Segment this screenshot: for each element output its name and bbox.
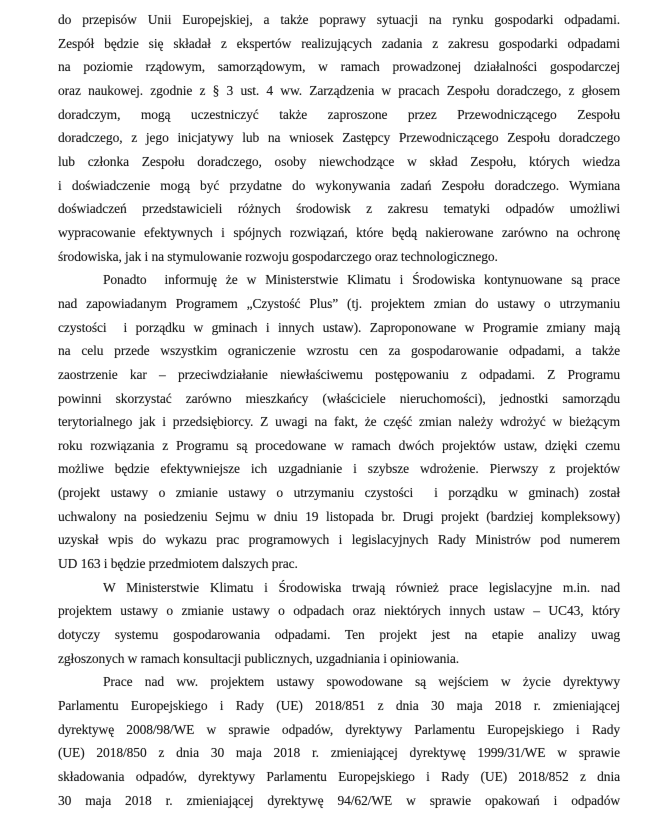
text-line: środowiska, jak i na stymulowanie rozwoju gospodarczego oraz technologicznego. — [58, 248, 498, 264]
text-line: zgłoszonych w ramach konsultacji publicznych, uzgadniania i opiniowania. — [58, 650, 460, 666]
text-line: i doświadczenie mogą być przydatne do wykonywania zadań Zespołu doradczego. Wymiana — [58, 177, 620, 193]
text-line: terytorialnego jak i przedsiębiorcy. Z uwagi na fakt, że część zmian należy wdrożyć w bieżącym — [58, 414, 620, 430]
text-line: wypracowanie efektywnych i spójnych rozwiązań, które będą nakierowane zarówno na ochronę — [58, 224, 620, 240]
text-line: Parlamentu Europejskiego i Rady (UE) 2018/851 z dnia 30 maja 2018 r. zmieniającej — [58, 698, 620, 714]
text-line: uzyskał wpis do wykazu prac programowych i legislacyjnych Rady Ministrów pod numerem — [58, 532, 620, 548]
paragraph-4 — [58, 670, 620, 812]
text-line: uchwalony na posiedzeniu Sejmu w dniu 19 listopada br. Drugi projekt (bardziej kompleksowy) — [58, 508, 620, 524]
text-line: składowania odpadów, dyrektywy Parlamentu Europejskiego i Rady (UE) 2018/852 z dnia — [58, 769, 620, 784]
text-line: roku rozwiązania z Programu są procedowane w ramach dwóch projektów ustaw, dzięki czemu — [58, 437, 620, 453]
text-line: doradczym, mogą uczestniczyć także zaproszone przez Przewodniczącego Zespołu — [58, 106, 620, 122]
text-line: 30 maja 2018 r. zmieniającej dyrektywę 94/62/WE w sprawie opakowań i odpadów — [58, 792, 620, 808]
text-line: projektem ustawy o zmianie ustawy o odpadach oraz niektórych innych ustaw – UC43, który — [58, 603, 620, 619]
paragraph-1 — [58, 8, 620, 268]
text-line: zaostrzenie kar – przeciwdziałanie niewłaściwemu postępowaniu z odpadami. Z Programu — [58, 366, 620, 382]
text-line: Ponadto informuję że w Ministerstwie Klimatu i Środowiska kontynuowane są prace — [103, 272, 620, 288]
text-line: możliwe będzie efektywniejsze ich uzgadnianie i szybsze wdrożenie. Pierwszy z projektów — [58, 461, 620, 477]
text-line: Zespół będzie się składał z ekspertów realizujących zadania z zakresu gospodarki odpadami — [58, 35, 620, 51]
text-line: (projekt ustawy o zmianie ustawy o utrzymaniu czystości i porządku w gminach) został — [58, 485, 620, 501]
text-line: czystości i porządku w gminach i innych ustaw). Zaproponowane w Programie zmiany mają — [58, 319, 620, 335]
text-line: dyrektywę 2008/98/WE w sprawie odpadów, dyrektywy Parlamentu Europejskiego i Rady — [58, 721, 620, 737]
text-line: doradczego, z jego inicjatywy lub na wniosek Zastępcy Przewodniczącego Zespołu doradczego — [58, 130, 620, 146]
text-line: dotyczy systemu gospodarowania odpadami. Ten projekt jest na etapie analizy uwag — [58, 627, 620, 643]
text-line: na celu przede wszystkim ograniczenie wzrostu cen za gospodarowanie odpadami, a także — [58, 343, 620, 359]
text-line: (UE) 2018/850 z dnia 30 maja 2018 r. zmieniającej dyrektywę 1999/31/WE w sprawie — [58, 745, 620, 761]
text-line: nad zapowiadanym Programem „Czystość Plus” (tj. projektem zmian do ustawy o utrzymaniu — [58, 295, 620, 311]
text-line: powinni skorzystać zarówno mieszkańcy (właściciele nieruchomości), jednostki samorządu — [58, 390, 620, 406]
paragraph-2 — [58, 268, 620, 576]
text-line: na poziomie rządowym, samorządowym, w ramach prowadzonej działalności gospodarczej — [58, 59, 620, 75]
paragraph-3 — [58, 576, 620, 671]
text-line: W Ministerstwie Klimatu i Środowiska trwają również prace legislacyjne m.in. nad — [103, 579, 620, 595]
text-line: UD 163 i będzie przedmiotem dalszych prac. — [58, 556, 298, 572]
text-line: lub członka Zespołu doradczego, osoby niewchodzące w skład Zespołu, których wiedza — [58, 153, 620, 169]
text-line: Prace nad ww. projektem ustawy spowodowane są wejściem w życie dyrektywy — [103, 674, 620, 690]
text-line: doświadczeń przedstawicieli różnych środowisk z zakresu tematyki odpadów umożliwi — [58, 201, 620, 217]
text-line: do przepisów Unii Europejskiej, a także poprawy sytuacji na rynku gospodarki odpadami. — [58, 12, 620, 27]
text-line: oraz naukowej. zgodnie z § 3 ust. 4 ww. Zarządzenia w pracach Zespołu doradczego, z głosem — [58, 82, 620, 98]
